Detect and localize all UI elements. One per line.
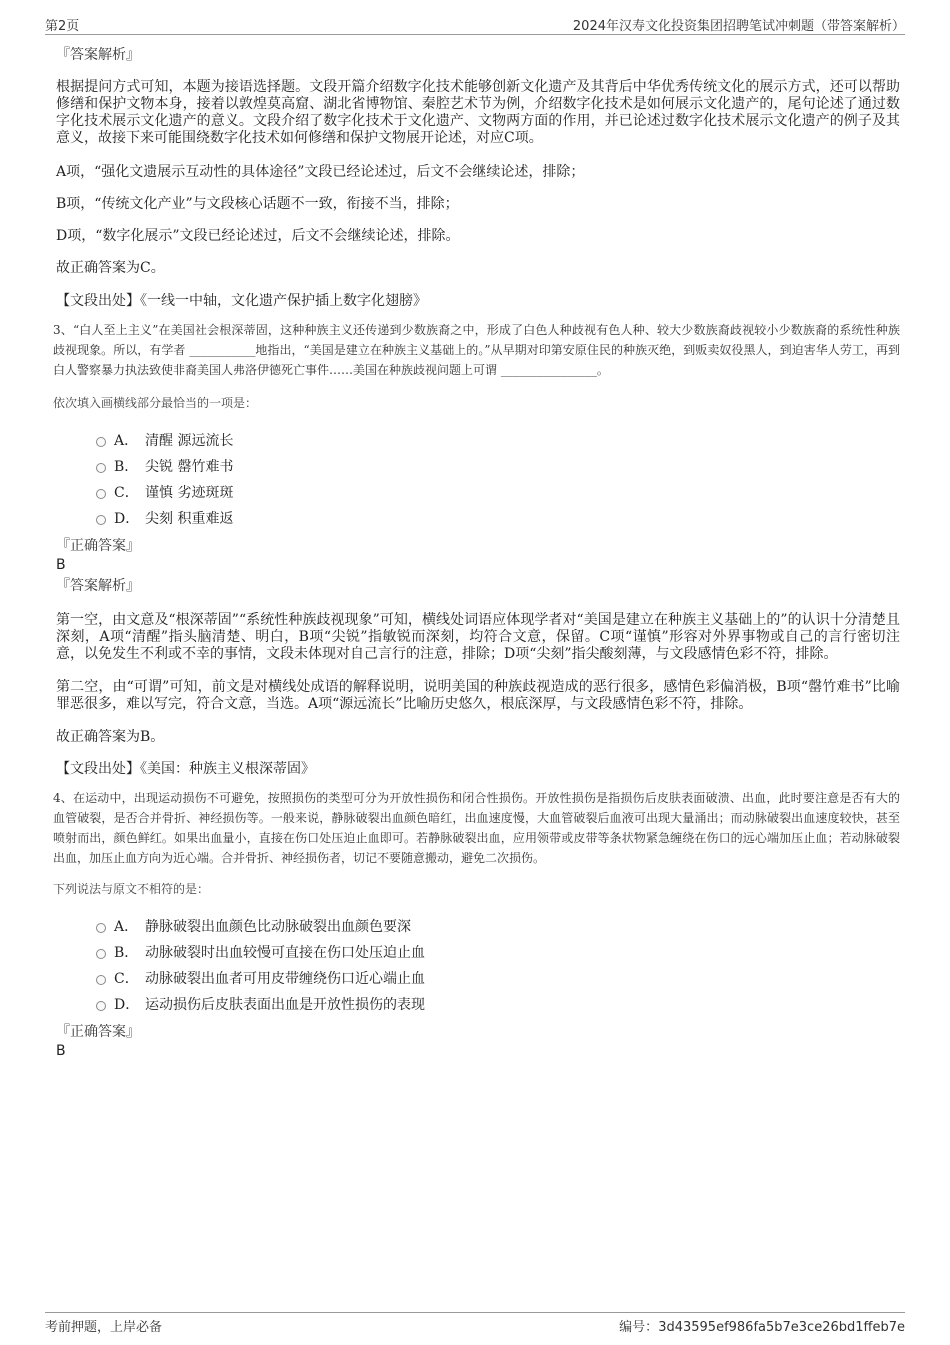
option-text: 尖刻 积重难返	[145, 511, 234, 527]
q3-answer: B	[56, 557, 66, 573]
q2-analysis: 根据提问方式可知，本题为接语选择题。文段开篇介绍数字化技术能够创新文化遗产及其背后中华优秀传统文化的展示方式，还可以帮助修缮和保护文物本身，接着以敦煌莫高窟、湖北省博物馆、秦腔艺术节为例，介绍数字化技术是如何展示文化遗产的，尾句论述了通过数字化技术展示文化遗产的意义。文段介绍了数字化技术于文化遗产、文物两方面的作用，并已论述过数字化技术展示文化遗产的例子及其意义，故接下来可能围绕数字化技术如何修缮和保护文物展开论述，对应C项。	[56, 79, 900, 146]
option-key: D．	[114, 511, 140, 527]
option-key: C．	[114, 971, 139, 987]
q3-option-c[interactable]	[96, 480, 900, 506]
radio-icon[interactable]	[96, 437, 106, 447]
document-title: 2024年汉寿文化投资集团招聘笔试冲刺题（带答案解析）	[572, 19, 905, 34]
radio-icon[interactable]	[96, 1001, 106, 1011]
footer-slogan: 考前押题，上岸必备	[45, 1320, 163, 1335]
option-key: B．	[114, 459, 139, 475]
radio-icon[interactable]	[96, 975, 106, 985]
option-key: D．	[114, 997, 140, 1013]
option-text: 尖锐 罄竹难书	[145, 459, 234, 475]
serial-number: 3d43595ef986fa5b7e3ce26bd1ffeb7e	[658, 1320, 905, 1335]
q2-analysis-label: 『答案解析』	[56, 47, 140, 63]
q4-option-d[interactable]	[96, 992, 900, 1018]
page-header	[45, 15, 905, 35]
option-key: C．	[114, 485, 139, 501]
q4-option-c[interactable]	[96, 966, 900, 992]
q3-option-d[interactable]	[96, 506, 900, 532]
option-text: 静脉破裂出血颜色比动脉破裂出血颜色要深	[145, 919, 411, 935]
option-text: 谨慎 劣迹斑斑	[145, 485, 234, 501]
q3-analysis-1: 第一空，由文意及“根深蒂固”“系统性种族歧视现象”可知，横线处词语应体现学者对“美国是建立在种族主义基础上的”的认识十分清楚且深刻，A项“清醒”指头脑清楚、明白，B项“尖锐”指敏锐而深刻，均符合文意，保留。C项“谨慎”形容对外界事物或自己的言行密切注意，以免发生不利或不幸的事情，文段未体现对自己言行的注意，排除；D项“尖刻”指尖酸刻薄，与文段感情色彩不符，排除。	[56, 612, 900, 662]
option-key: B．	[114, 945, 139, 961]
q2-note-d: D项，“数字化展示”文段已经论述过，后文不会继续论述，排除。	[56, 228, 460, 244]
option-key: A．	[114, 433, 139, 449]
q3-option-a[interactable]	[96, 428, 900, 454]
radio-icon[interactable]	[96, 515, 106, 525]
q2-source: 【文段出处】《一线一中轴，文化遗产保护插上数字化翅膀》	[56, 293, 427, 309]
footer-serial	[619, 1316, 905, 1335]
q2-note-b: B项，“传统文化产业”与文段核心话题不一致，衔接不当，排除；	[56, 196, 459, 212]
document-body	[53, 45, 900, 1060]
q4-options	[96, 914, 900, 1018]
radio-icon[interactable]	[96, 489, 106, 499]
q3-conclusion: 故正确答案为B。	[56, 729, 165, 745]
q3-stem: 3、“白人至上主义”在美国社会根深蒂固，这种种族主义还传递到少数族裔之中，形成了白色人种歧视有色人种、较大少数族裔歧视较小少数族裔的系统性种族歧视现象。所以，有学者 ___________地指出，“美国是建立在种族主义基础上的。”从早期对印第安原住民的种族灭绝，到贩卖奴役黑人，到迫害华人劳工，再到白人警察暴力执法致使非裔美国人弗洛伊德死亡事件……美国在种族歧视问题上可谓 ________________。	[53, 323, 900, 377]
q4-prompt: 下列说法与原文不相符的是：	[53, 882, 210, 896]
option-key: A．	[114, 919, 139, 935]
option-text: 动脉破裂出血者可用皮带缠绕伤口近心端止血	[145, 971, 425, 987]
q3-options	[96, 428, 900, 532]
q3-analysis-2: 第二空，由“可谓”可知，前文是对横线处成语的解释说明，说明美国的种族歧视造成的恶行很多，感情色彩偏消极，B项“罄竹难书”比喻罪恶很多，难以写完，符合文意，当选。A项“源远流长”比喻历史悠久，根底深厚，与文段感情色彩不符，排除。	[56, 679, 900, 712]
option-text: 动脉破裂时出血较慢可直接在伤口处压迫止血	[145, 945, 425, 961]
q4-option-a[interactable]	[96, 914, 900, 940]
q4-answer: B	[56, 1043, 66, 1059]
serial-label: 编号：	[619, 1320, 659, 1335]
q3-prompt: 依次填入画横线部分最恰当的一项是：	[53, 396, 258, 410]
q3-option-b[interactable]	[96, 454, 900, 480]
radio-icon[interactable]	[96, 923, 106, 933]
radio-icon[interactable]	[96, 949, 106, 959]
option-text: 清醒 源远流长	[145, 433, 234, 449]
option-text: 运动损伤后皮肤表面出血是开放性损伤的表现	[145, 997, 425, 1013]
radio-icon[interactable]	[96, 463, 106, 473]
q4-answer-label: 『正确答案』	[56, 1024, 140, 1040]
page-footer	[45, 1312, 905, 1335]
q4-option-b[interactable]	[96, 940, 900, 966]
q3-analysis-label: 『答案解析』	[56, 578, 140, 594]
q4-stem: 4、在运动中，出现运动损伤不可避免，按照损伤的类型可分为开放性损伤和闭合性损伤。开放性损伤是指损伤后皮肤表面破溃、出血，此时要注意是否有大的血管破裂，是否合并骨折、神经损伤等。一般来说，静脉破裂出血颜色暗红，出血速度慢，大血管破裂后血液可出现大量涌出；而动脉破裂出血速度较快，甚至喷射而出，颜色鲜红。如果出血量小，直接在伤口处压迫止血即可。若静脉破裂出血，应用领带或皮带等条状物紧急缠绕在伤口的远心端加压止血；若动脉破裂出血，加压止血方向为近心端。合并骨折、神经损伤者，切记不要随意搬动，避免二次损伤。	[53, 791, 900, 865]
page-number: 第2页	[45, 19, 80, 34]
q2-conclusion: 故正确答案为C。	[56, 260, 165, 276]
q3-source: 【文段出处】《美国：种族主义根深蒂固》	[56, 761, 315, 777]
q3-answer-label: 『正确答案』	[56, 538, 140, 554]
q2-note-a: A项，“强化文遗展示互动性的具体途径”文段已经论述过，后文不会继续论述，排除；	[56, 164, 585, 180]
